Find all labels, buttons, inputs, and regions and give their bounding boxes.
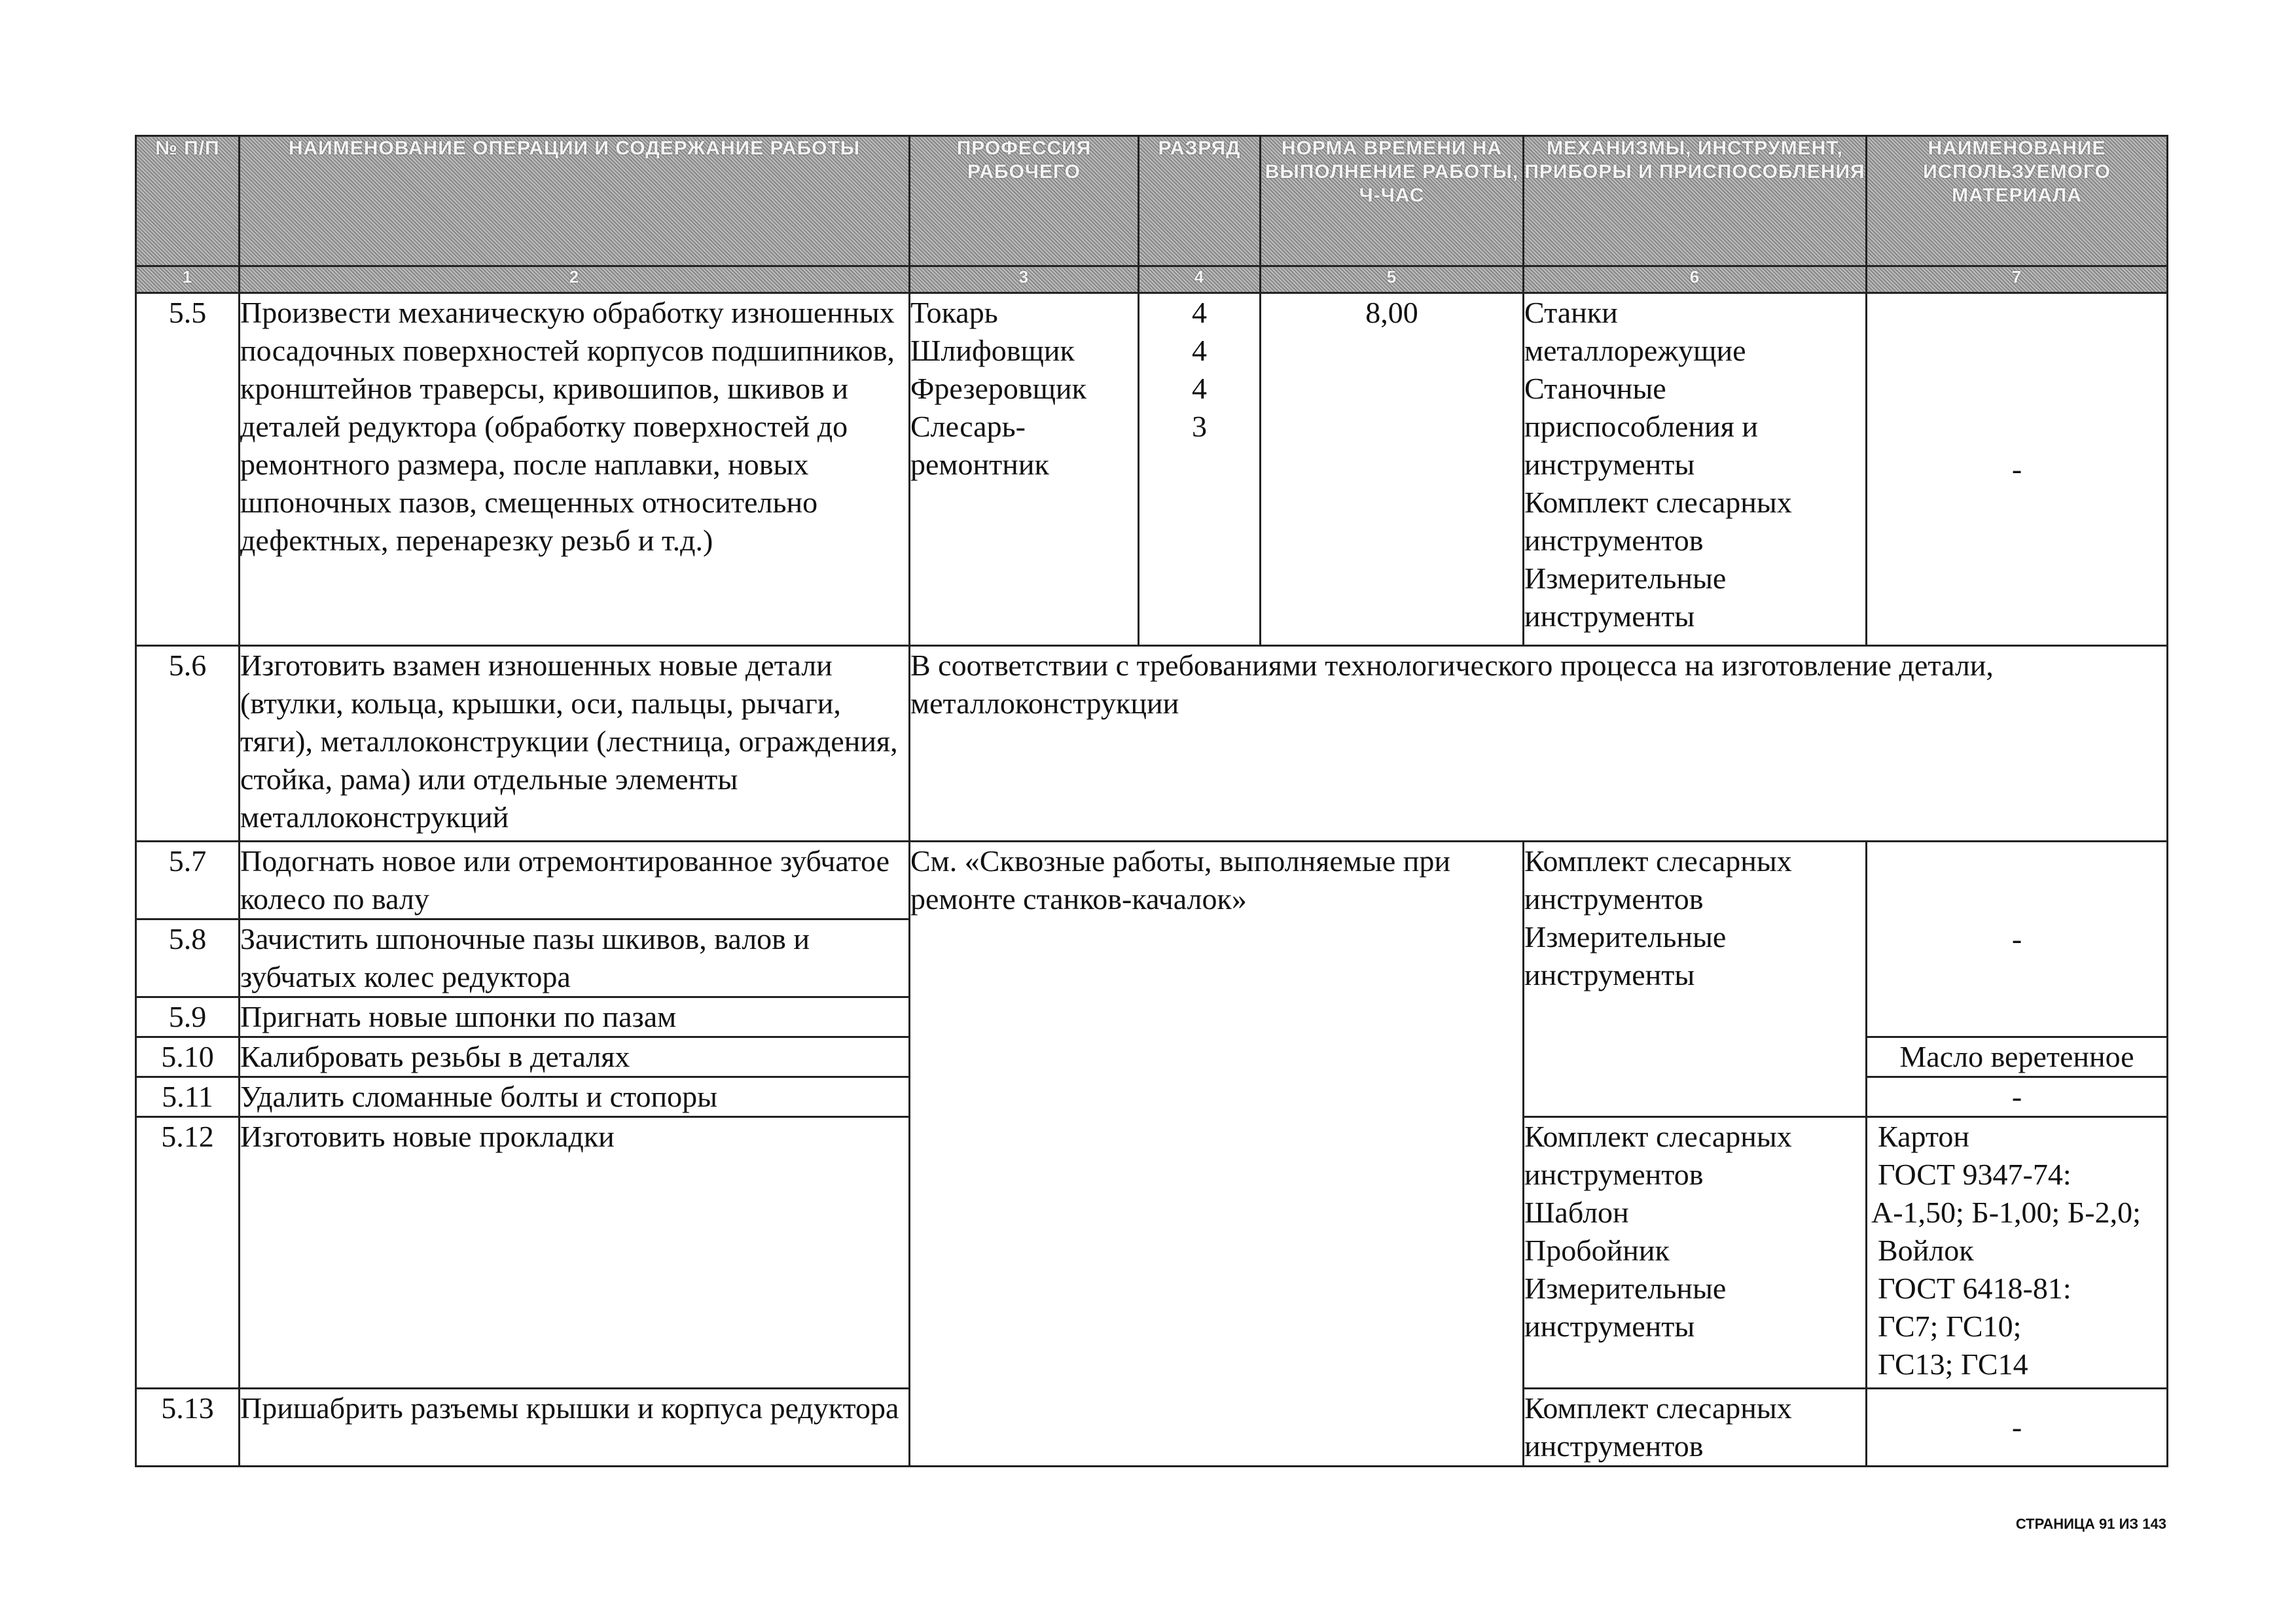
tools-list <box>1524 1117 1867 1389</box>
profession-item: Токарь <box>910 296 998 329</box>
material-item: Картон <box>1878 1120 1969 1153</box>
header-tools: МЕХАНИЗМЫ, ИНСТРУМЕНТ, ПРИБОРЫ И ПРИСПОСОБЛЕНИЯ <box>1524 136 1867 266</box>
operation-text: Пригнать новые шпонки по пазам <box>240 997 910 1037</box>
grade-item: 4 <box>1192 296 1207 329</box>
material-list <box>1867 1117 2168 1389</box>
tool-item: Шаблон <box>1524 1196 1629 1229</box>
row-number: 5.8 <box>136 919 240 997</box>
profession-item: Шлифовщик <box>910 334 1075 367</box>
tool-item: инструментов <box>1524 524 1704 557</box>
row-number: 5.5 <box>136 293 240 646</box>
grade-list <box>1139 293 1261 646</box>
operation-text: Произвести механическую обработку изношенных посадочных поверхностей корпусов подшипников, кронштейнов траверсы, кривошипов, шкивов и деталей редуктора (обработку поверхностей до ремонтного размера, после наплавки, новых шпоночных пазов, смещенных относительно дефектных, перенарезку резьб и т.д.) <box>240 293 910 646</box>
table-row <box>136 293 2168 646</box>
profession-item: Слесарь- <box>910 410 1026 443</box>
time-norm: 8,00 <box>1261 293 1524 646</box>
header-operation: НАИМЕНОВАНИЕ ОПЕРАЦИИ И СОДЕРЖАНИЕ РАБОТЫ <box>240 136 910 266</box>
material-item: ГС7; ГС10; <box>1878 1310 2022 1343</box>
tool-item: инструменты <box>1524 599 1695 633</box>
shared-note: См. «Сквозные работы, выполняемые при ремонте станков-качалок» <box>910 842 1524 1467</box>
tools-list <box>1524 842 1867 1117</box>
material-item: ГОСТ 9347-74: <box>1878 1158 2072 1191</box>
table-row <box>136 646 2168 842</box>
row-number: 5.7 <box>136 842 240 919</box>
row-number: 5.11 <box>136 1077 240 1117</box>
header-material: НАИМЕНОВАНИЕ ИСПОЛЬЗУЕМОГО МАТЕРИАЛА <box>1867 136 2168 266</box>
profession-item: ремонтник <box>910 448 1049 481</box>
tool-item: инструменты <box>1524 958 1695 991</box>
page-counter: СТРАНИЦА 91 ИЗ 143 <box>2015 1516 2166 1532</box>
tools-list <box>1524 293 1867 646</box>
column-number: 2 <box>240 266 910 293</box>
profession-list <box>910 293 1139 646</box>
column-number: 4 <box>1139 266 1261 293</box>
column-number: 7 <box>1867 266 2168 293</box>
operation-text: Изготовить новые прокладки <box>240 1117 910 1389</box>
row-number: 5.13 <box>136 1389 240 1467</box>
tool-item: Пробойник <box>1524 1234 1670 1267</box>
column-number: 1 <box>136 266 240 293</box>
column-number: 6 <box>1524 266 1867 293</box>
tool-item: металлорежущие <box>1524 334 1746 367</box>
operation-text: Удалить сломанные болты и стопоры <box>240 1077 910 1117</box>
material-value: Масло веретенное <box>1867 1037 2168 1077</box>
operation-text: Зачистить шпоночные пазы шкивов, валов и зубчатых колес редуктора <box>240 919 910 997</box>
material-value: - <box>1867 842 2168 1037</box>
profession-item: Фрезеровщик <box>910 372 1087 405</box>
material-value: - <box>1867 1389 2168 1467</box>
tool-item: инструменты <box>1524 448 1695 481</box>
grade-item: 3 <box>1192 410 1207 443</box>
material-item: Войлок <box>1878 1234 1974 1267</box>
tool-item: инструменты <box>1524 1310 1695 1343</box>
header-time-norm: НОРМА ВРЕМЕНИ НА ВЫПОЛНЕНИЕ РАБОТЫ, Ч-ЧАС <box>1261 136 1524 266</box>
work-table <box>135 135 2168 1467</box>
operation-text: Изготовить взамен изношенных новые детали (втулки, кольца, крышки, оси, пальцы, рычаги, тяги), металлоконструкции (лестница, ограждения, стойка, рама) или отдельные элементы металлоконструкций <box>240 646 910 842</box>
grade-item: 4 <box>1192 372 1207 405</box>
tools-list <box>1524 1389 1867 1467</box>
row-number: 5.12 <box>136 1117 240 1389</box>
table-row <box>136 842 2168 919</box>
operation-text: Калибровать резьбы в деталях <box>240 1037 910 1077</box>
material-value: - <box>1867 293 2168 646</box>
merged-note: В соответствии с требованиями технологического процесса на изготовление детали, металлоконструкции <box>910 646 2168 842</box>
tool-item: Измерительные <box>1524 920 1727 954</box>
column-number: 5 <box>1261 266 1524 293</box>
tool-item: Комплект слесарных <box>1524 1391 1792 1425</box>
tool-item: инструментов <box>1524 1158 1704 1191</box>
operation-text: Подогнать новое или отремонтированное зубчатое колесо по валу <box>240 842 910 919</box>
tool-item: инструментов <box>1524 882 1704 916</box>
material-item: ГОСТ 6418-81: <box>1878 1272 2072 1305</box>
header-number: № П/П <box>136 136 240 266</box>
tool-item: приспособления и <box>1524 410 1758 443</box>
row-number: 5.6 <box>136 646 240 842</box>
column-number: 3 <box>910 266 1139 293</box>
row-number: 5.9 <box>136 997 240 1037</box>
column-number-row <box>136 266 2168 293</box>
row-number: 5.10 <box>136 1037 240 1077</box>
tool-item: Комплект слесарных <box>1524 486 1792 519</box>
tool-item: Комплект слесарных <box>1524 1120 1792 1153</box>
grade-item: 4 <box>1192 334 1207 367</box>
header-row <box>136 136 2168 266</box>
header-profession: ПРОФЕССИЯ РАБОЧЕГО <box>910 136 1139 266</box>
header-grade: РАЗРЯД <box>1139 136 1261 266</box>
tool-item: Измерительные <box>1524 562 1727 595</box>
tool-item: Станочные <box>1524 372 1666 405</box>
tool-item: Станки <box>1524 296 1618 329</box>
tool-item: Измерительные <box>1524 1272 1727 1305</box>
material-item: А-1,50; Б-1,00; Б-2,0; <box>1871 1196 2141 1229</box>
material-value: - <box>1867 1077 2168 1117</box>
tool-item: Комплект слесарных <box>1524 844 1792 878</box>
operation-text: Пришабрить разъемы крышки и корпуса редуктора <box>240 1389 910 1467</box>
material-item: ГС13; ГС14 <box>1878 1347 2028 1381</box>
tool-item: инструментов <box>1524 1429 1704 1463</box>
